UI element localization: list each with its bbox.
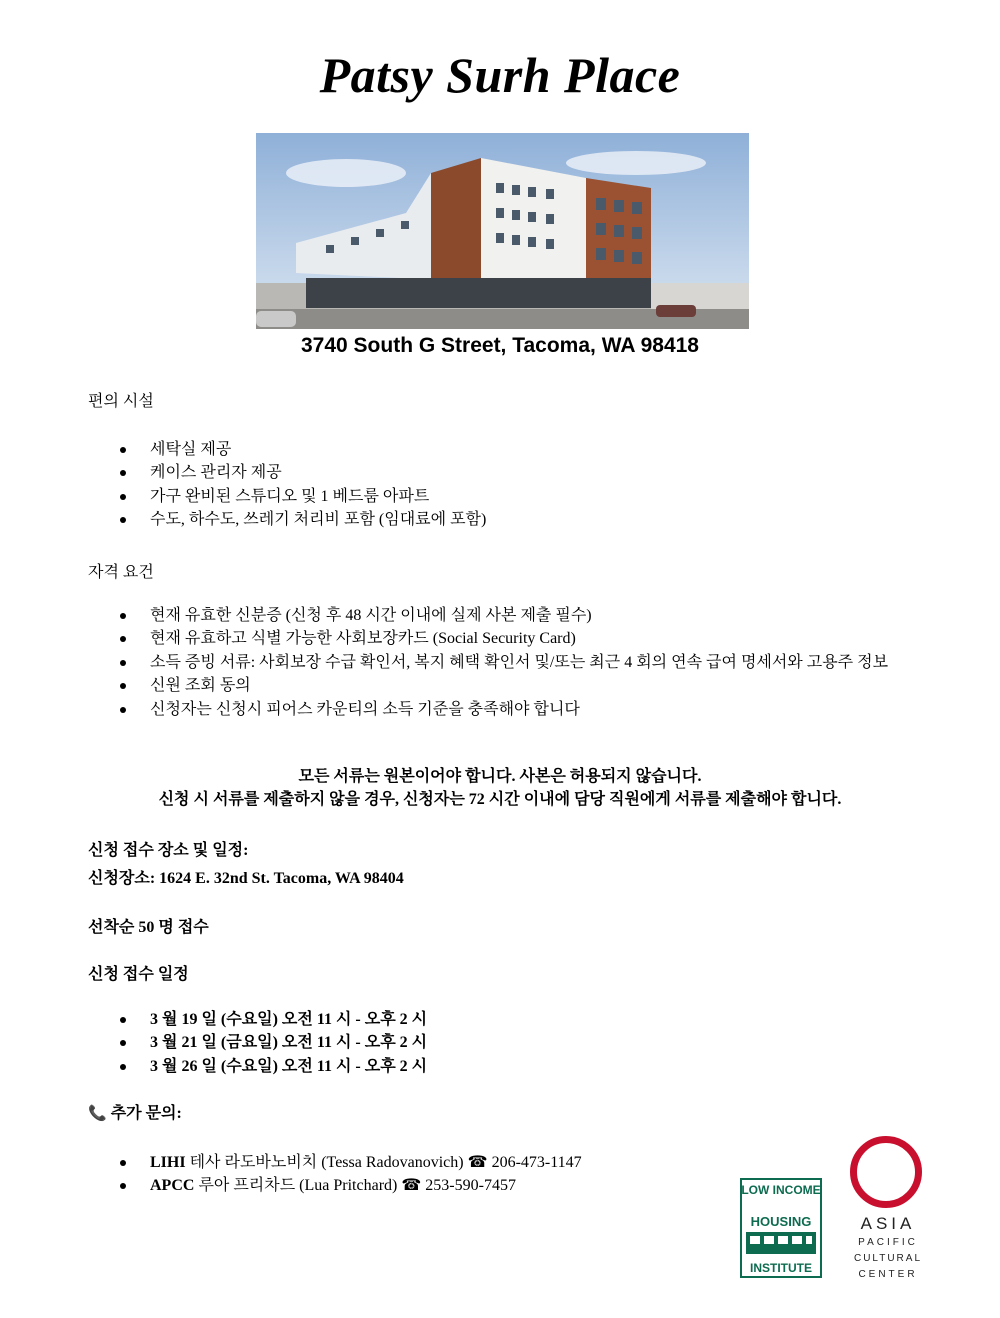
contact-heading: 추가 문의: <box>110 1105 182 1122</box>
contact-name: 테사 라도바노비치 (Tessa Radovanovich) <box>189 1154 464 1171</box>
list-item: 현재 유효하고 식별 가능한 사회보장카드 (Social Security Card) <box>0 627 890 650</box>
list-item: 신원 조회 동의 <box>0 674 890 697</box>
contact-phone: 253-590-7457 <box>425 1177 516 1195</box>
application-heading: 신청 접수 장소 및 일정: <box>88 842 249 859</box>
apcc-logo-text: CULTURAL <box>853 1253 923 1264</box>
amenities-heading: 편의 시설 <box>88 393 154 410</box>
contact-item <box>0 1151 890 1174</box>
apcc-logo <box>846 1136 930 1286</box>
lihi-logo <box>740 1178 822 1278</box>
first-come-notice: 선착순 50 명 접수 <box>88 919 209 936</box>
amenities-list <box>0 438 890 532</box>
page-title: Patsy Surh Place <box>319 47 681 103</box>
list-item: 3 월 21 일 (금요일) 오전 11 시 - 오후 2 시 <box>0 1031 890 1054</box>
list-item: 신청자는 신청시 피어스 카운티의 소득 기준을 충족해야 합니다 <box>0 698 890 721</box>
telephone-icon: ☎ <box>467 1154 488 1171</box>
eligibility-list <box>0 604 890 721</box>
lihi-logo-text: HOUSING <box>750 1214 812 1229</box>
contact-org: LIHI <box>150 1154 186 1171</box>
list-item: 3 월 19 일 (수요일) 오전 11 시 - 오후 2 시 <box>0 1008 890 1031</box>
apcc-logo-text: PACIFIC <box>858 1237 918 1248</box>
list-item: 세탁실 제공 <box>0 438 890 461</box>
location-label: 신청장소 <box>88 870 150 887</box>
notice-line-originals: 모든 서류는 원본이어야 합니다. 사본은 허용되지 않습니다. <box>298 768 702 785</box>
contact-heading-row <box>88 1100 182 1123</box>
location-value: : 1624 E. 32nd St. Tacoma, WA 98404 <box>149 870 404 887</box>
list-item: 3 월 26 일 (수요일) 오전 11 시 - 오후 2 시 <box>0 1055 890 1078</box>
building-rendering-image <box>256 133 749 329</box>
contact-org: APCC <box>150 1177 195 1195</box>
documents-notice <box>0 765 1000 811</box>
schedule-heading: 신청 접수 일정 <box>88 966 189 983</box>
telephone-icon: ☎ <box>401 1177 422 1195</box>
apcc-logo-text: ASIA <box>860 1214 916 1233</box>
notice-line-deadline: 신청 시 서류를 제출하지 않을 경우, 신청자는 72 시간 이내에 담당 직원에게 서류를 제출해야 합니다. <box>158 791 842 808</box>
list-item: 소득 증빙 서류: 사회보장 수급 확인서, 복지 혜택 확인서 및/또는 최근 4 회의 연속 급여 명세서와 고용주 정보 <box>0 651 890 674</box>
apcc-logo-text: CENTER <box>858 1269 918 1280</box>
list-item: 케이스 관리자 제공 <box>0 461 890 484</box>
lihi-logo-text: INSTITUTE <box>750 1261 812 1275</box>
list-item: 수도, 하수도, 쓰레기 처리비 포함 (임대료에 포함) <box>0 508 890 531</box>
property-address: 3740 South G Street, Tacoma, WA 98418 <box>301 334 699 357</box>
application-location <box>88 865 404 888</box>
eligibility-heading: 자격 요건 <box>88 564 154 581</box>
contact-name: 루아 프리차드 (Lua Pritchard) <box>198 1177 398 1195</box>
apcc-ring-mark <box>850 1136 922 1208</box>
phone-icon: 📞 <box>88 1106 107 1122</box>
list-item: 가구 완비된 스튜디오 및 1 베드룸 아파트 <box>0 485 890 508</box>
lihi-logo-text: LOW INCOME <box>741 1183 821 1197</box>
list-item: 현재 유효한 신분증 (신청 후 48 시간 이내에 실제 사본 제출 필수) <box>0 604 890 627</box>
schedule-list <box>0 1008 890 1078</box>
contact-phone: 206-473-1147 <box>491 1154 582 1171</box>
